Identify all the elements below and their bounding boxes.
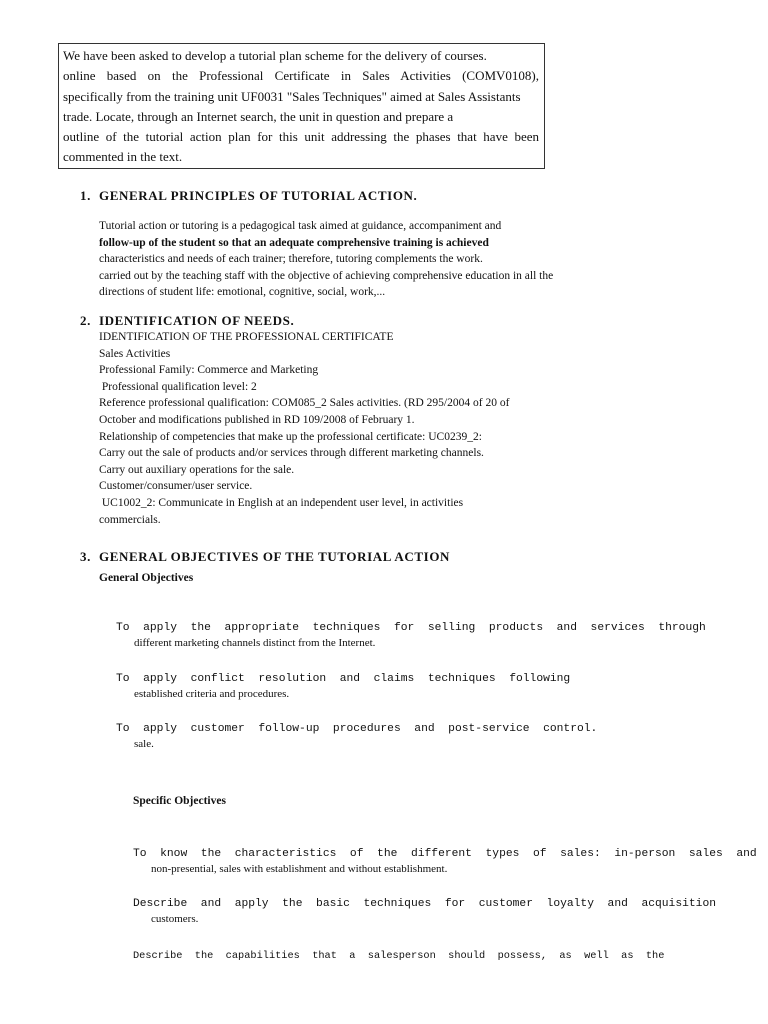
section-3-heading: [80, 549, 680, 565]
objective-text: Describe the capabilities that a salesperson should possess, as well as the: [133, 950, 665, 962]
section-number: 3.: [80, 549, 91, 564]
body-line: Carry out auxiliary operations for the sale.: [99, 463, 295, 476]
general-objectives-label: General Objectives: [99, 572, 194, 584]
section-1-heading: [80, 188, 680, 204]
objective-subtext: non-presential, sales with establishment and without establishment.: [151, 863, 448, 875]
intro-box: [58, 43, 545, 169]
section-title: GENERAL OBJECTIVES OF THE TUTORIAL ACTION: [99, 549, 451, 564]
specific-objective: [133, 950, 664, 962]
body-line: Professional Family: Commerce and Marketing: [99, 364, 319, 377]
objective-text: To apply conflict resolution and claims techniques following: [116, 673, 571, 685]
general-objective: [116, 723, 597, 750]
body-line: IDENTIFICATION OF THE PROFESSIONAL CERTIFICATE: [99, 331, 394, 343]
body-line: Customer/consumer/user service.: [99, 480, 253, 493]
intro-line: outline of the tutorial action plan for this unit addressing the phases that have been: [63, 129, 539, 145]
specific-objectives-label: Specific Objectives: [133, 795, 226, 807]
body-line: Carry out the sale of products and/or services through different marketing channels.: [99, 447, 484, 460]
general-objective: [116, 622, 706, 649]
objective-text: Describe and apply the basic techniques for customer loyalty and acquisition: [133, 898, 717, 910]
objective-subtext: sale.: [134, 738, 154, 750]
objective-subtext: different marketing channels distinct from the Internet.: [134, 637, 376, 649]
body-line: Professional qualification level: 2: [99, 380, 257, 393]
body-line: follow-up of the student so that an adequate comprehensive training is achieved: [99, 236, 489, 249]
body-line: directions of student life: emotional, cognitive, social, work,...: [99, 286, 386, 299]
body-line: commercials.: [99, 513, 161, 526]
objective-text: To apply the appropriate techniques for selling products and services through: [116, 622, 706, 634]
intro-line: online based on the Professional Certificate in Sales Activities (COMV0108),: [63, 68, 539, 84]
general-objective: [116, 673, 570, 700]
objective-text: To apply customer follow-up procedures and post-service control.: [116, 723, 598, 735]
body-line: carried out by the teaching staff with the objective of achieving comprehensive education in all the: [99, 269, 554, 282]
specific-objective: [133, 848, 757, 875]
section-title: GENERAL PRINCIPLES OF TUTORIAL ACTION.: [99, 188, 418, 203]
section-number: 1.: [80, 188, 91, 203]
intro-line: We have been asked to develop a tutorial plan scheme for the delivery of courses.: [63, 48, 487, 63]
intro-line: specifically from the training unit UF0031 "Sales Techniques" aimed at Sales Assistants: [63, 88, 521, 104]
section-title: IDENTIFICATION OF NEEDS.: [99, 313, 295, 328]
body-line: Reference professional qualification: COM085_2 Sales activities. (RD 295/2004 of 20 of: [99, 397, 510, 410]
intro-line: trade. Locate, through an Internet search, the unit in question and prepare a: [63, 108, 454, 124]
body-line: UC1002_2: Communicate in English at an independent user level, in activities: [99, 496, 464, 509]
intro-line: commented in the text.: [63, 149, 183, 165]
body-line: Relationship of competencies that make up the professional certificate: UC0239_2:: [99, 430, 482, 443]
body-line: Tutorial action or tutoring is a pedagogical task aimed at guidance, accompaniment and: [99, 220, 502, 232]
section-1-body: [99, 218, 553, 301]
objective-text: To know the characteristics of the different types of sales: in-person sales and: [133, 848, 757, 860]
section-number: 2.: [80, 313, 91, 328]
objective-subtext: established criteria and procedures.: [134, 688, 290, 700]
body-line: Sales Activities: [99, 347, 171, 360]
body-line: October and modifications published in RD 109/2008 of February 1.: [99, 413, 415, 426]
body-line: characteristics and needs of each trainer; therefore, tutoring complements the work.: [99, 253, 483, 266]
objective-subtext: customers.: [151, 913, 199, 925]
specific-objective: [133, 898, 716, 925]
section-2-body: [99, 329, 509, 528]
section-2-heading: [80, 313, 680, 329]
